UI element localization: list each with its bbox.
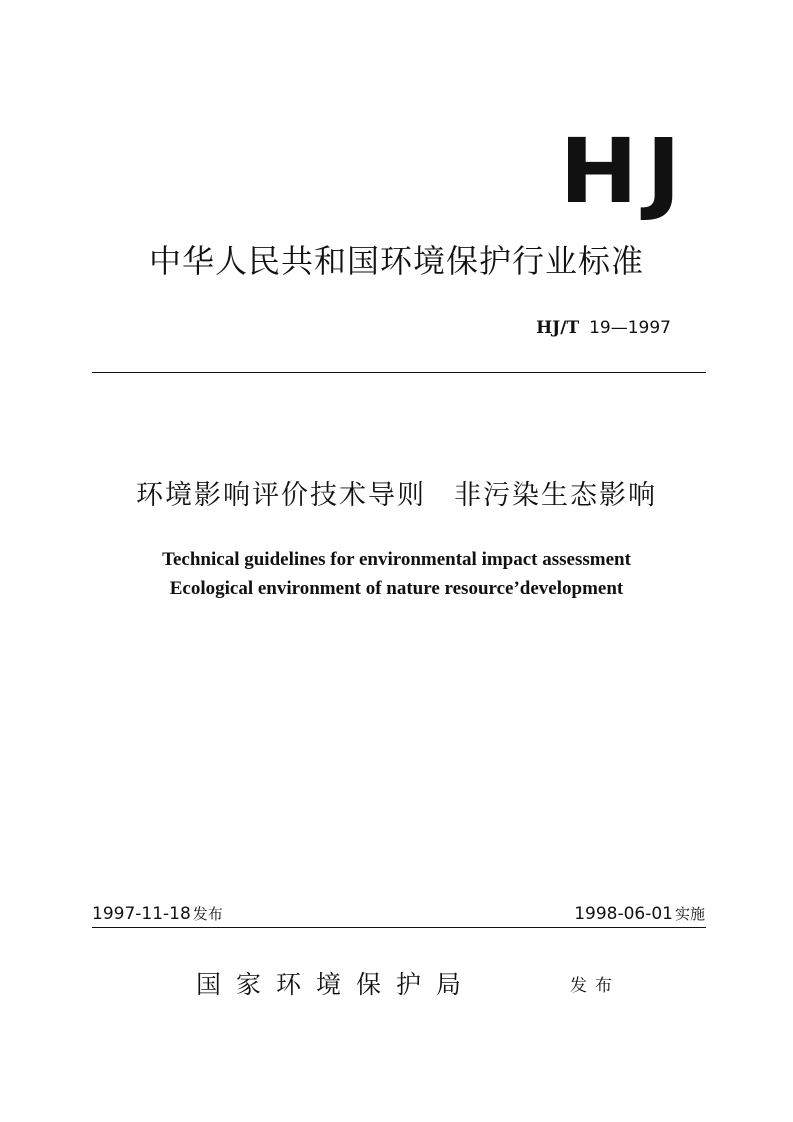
bottom-divider — [92, 927, 706, 928]
issue-date — [92, 904, 223, 924]
standard-number-value: 19—1997 — [589, 318, 671, 338]
document-title-cn-part1: 环境影响评价技术导则 — [136, 480, 426, 511]
implementation-date-label: 实施 — [674, 905, 705, 923]
implementation-date — [574, 904, 705, 924]
document-title-cn-part2: 非污染生态影响 — [454, 480, 657, 511]
top-divider — [92, 372, 706, 373]
standard-code: HJ/T — [536, 318, 580, 338]
document-title-en-line2: Ecological environment of nature resource’development — [169, 578, 624, 599]
issue-date-label: 发布 — [192, 905, 223, 923]
implementation-date-value: 1998-06-01 — [574, 904, 673, 924]
standard-number — [536, 320, 671, 337]
issue-date-value: 1997-11-18 — [92, 904, 191, 924]
document-title-en-line1: Technical guidelines for environmental impact assessment — [162, 549, 631, 570]
issuing-action: 发布 — [570, 976, 620, 996]
document-title-cn — [0, 480, 793, 512]
issuing-authority: 国家环境保护局 — [196, 970, 477, 999]
hj-logo: HJ — [559, 120, 689, 224]
standard-title: 中华人民共和国环境保护行业标准 — [148, 242, 644, 280]
